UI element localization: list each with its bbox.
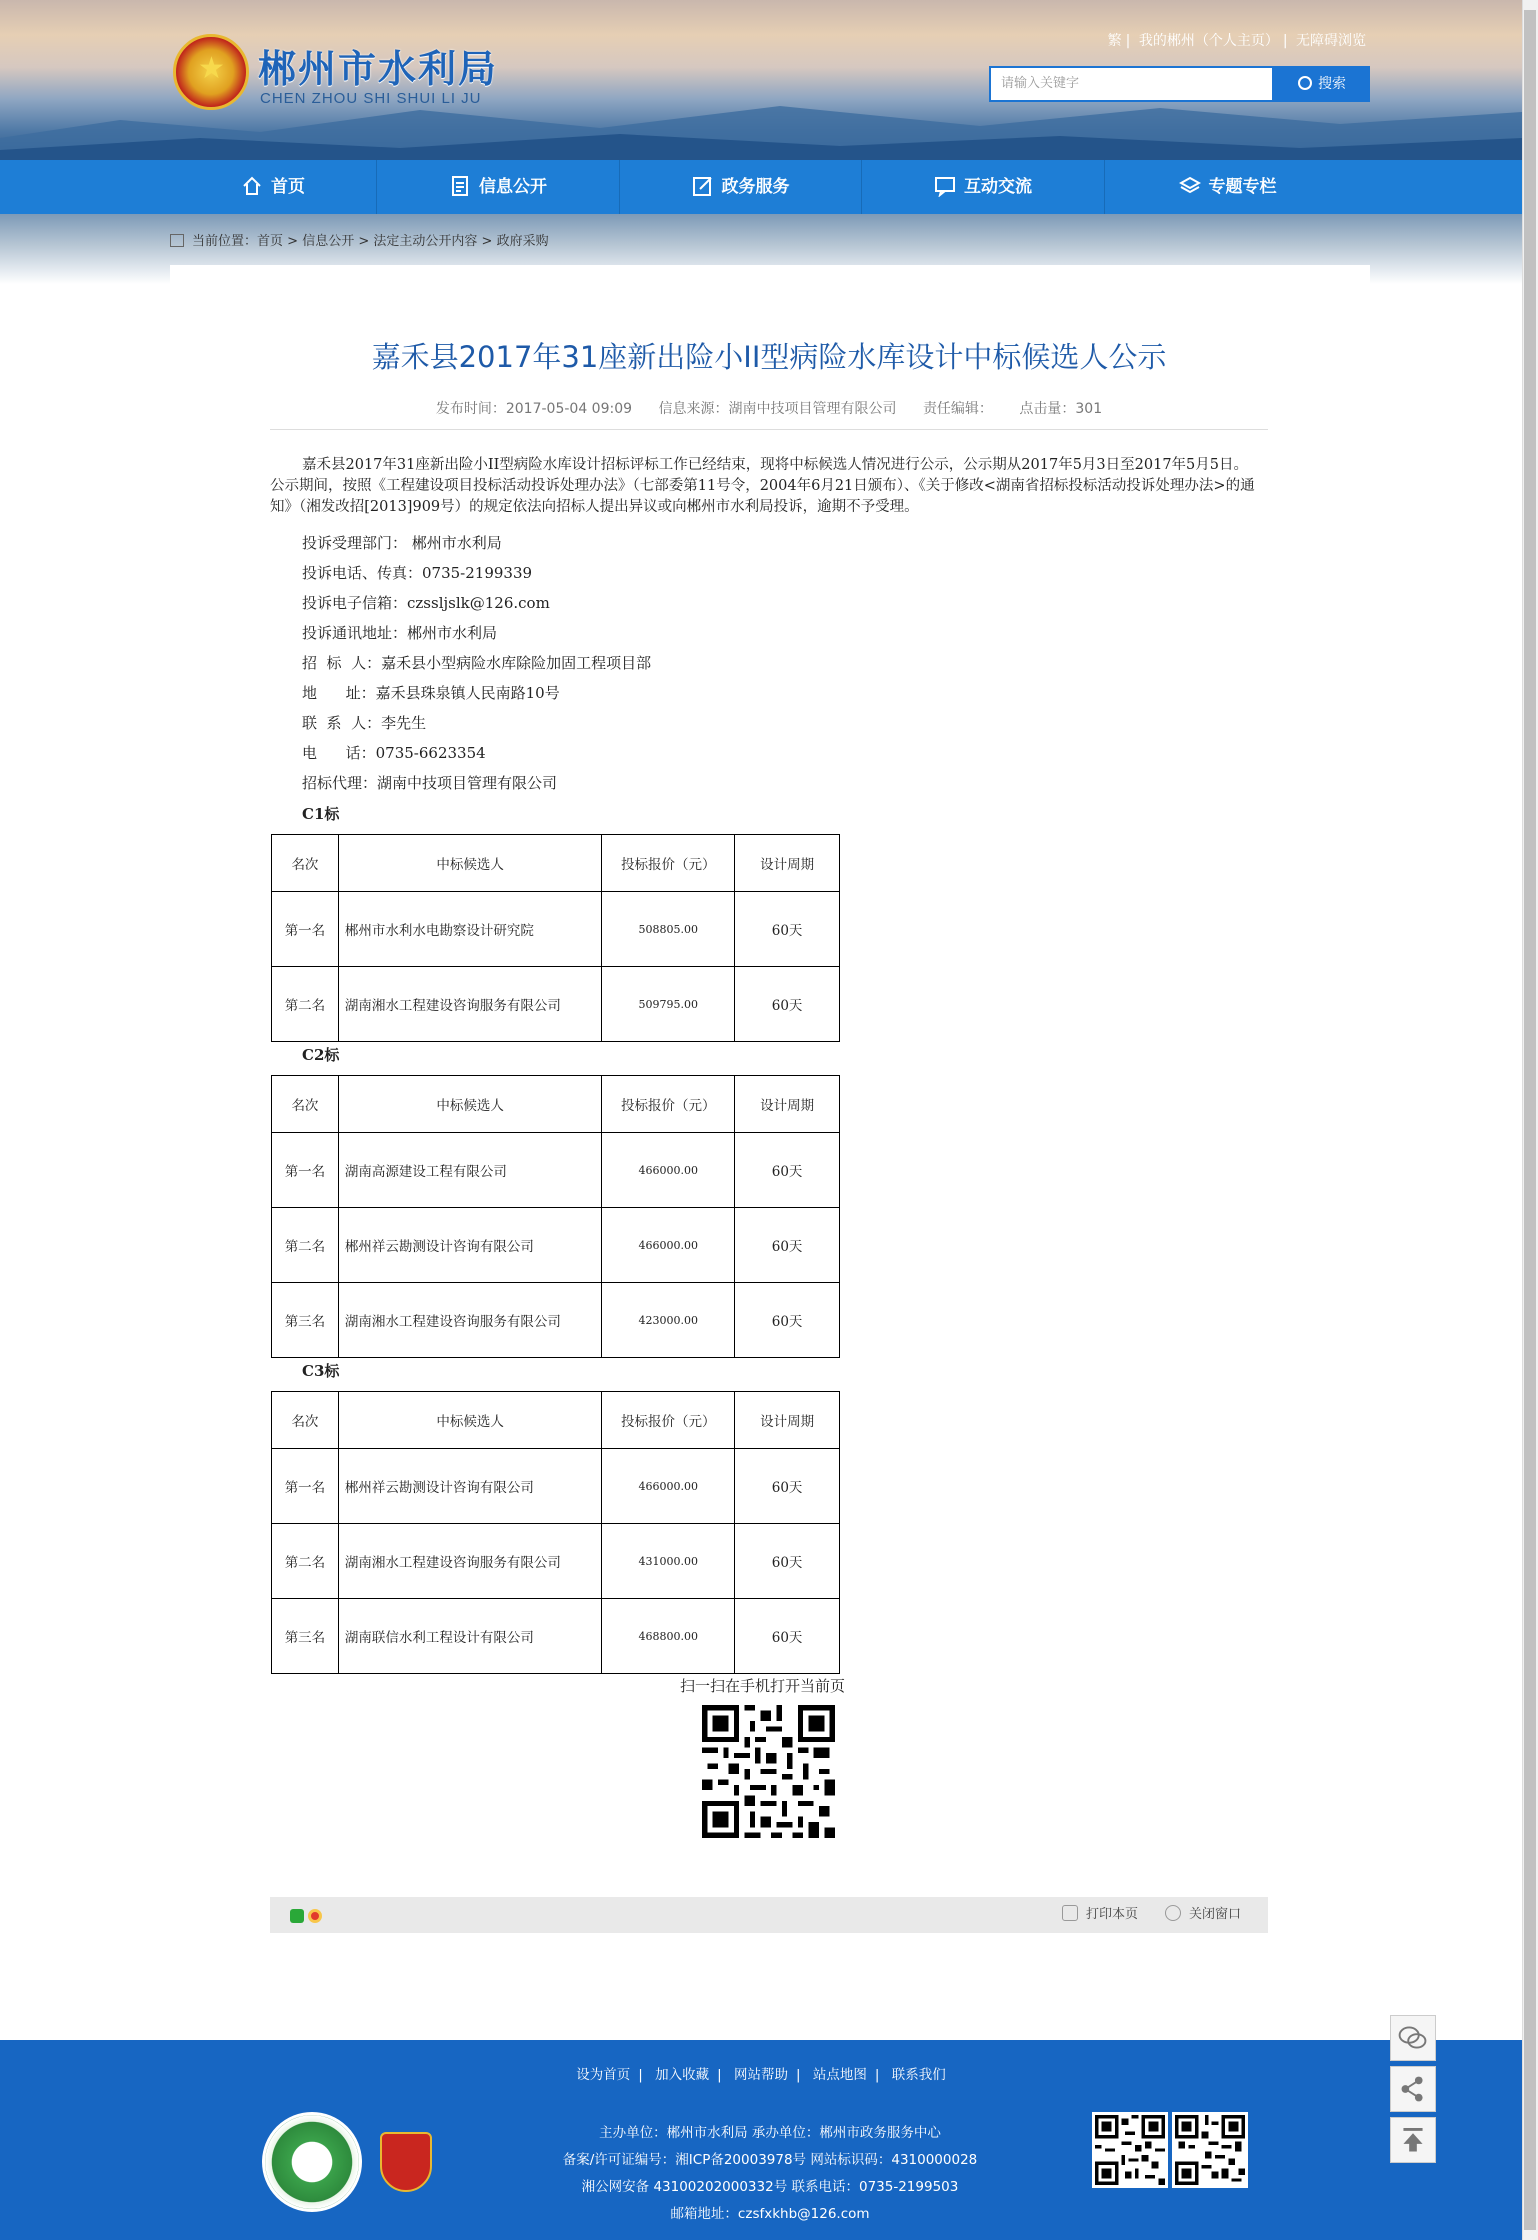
table-row	[272, 1599, 840, 1674]
rank-cell: 第二名	[272, 967, 339, 1042]
price-cell: 423000.00	[602, 1283, 735, 1358]
site-title[interactable]: 郴州市水利局	[258, 47, 499, 91]
nav-label: 首页	[271, 177, 305, 197]
table-row	[272, 967, 840, 1042]
section-label: C3标	[302, 1362, 340, 1380]
candidate-cell: 郴州祥云勘测设计咨询有限公司	[338, 1449, 601, 1524]
header-cell: 名次	[272, 1392, 339, 1449]
footer-link-favorite[interactable]: 加入收藏	[655, 2067, 710, 2083]
price-cell: 509795.00	[602, 967, 735, 1042]
info-line: 联 系 人：李先生	[302, 714, 427, 732]
period-cell: 60天	[735, 892, 840, 967]
rank-cell: 第一名	[272, 1133, 339, 1208]
table-header-row	[272, 1392, 840, 1449]
home-icon	[170, 234, 184, 247]
scrollbar-thumb[interactable]	[1524, 10, 1536, 2230]
footer-links: 设为首页 | 加入收藏 | 网站帮助 | 站点地图 | 联系我们	[576, 2067, 946, 2083]
table-row	[272, 1283, 840, 1358]
price-cell: 508805.00	[602, 892, 735, 967]
chat-icon	[934, 175, 956, 197]
divider	[270, 429, 1268, 430]
header-cell: 中标候选人	[338, 1392, 601, 1449]
article-paragraph: 嘉禾县2017年31座新出险小II型病险水库设计招标评标工作已经结束，现将中标候选人情况进行公示，公示期从2017年5月3日至2017年5月5日。公示期间，按照《工程建设项目投标活动投诉处理办法》（七部委第11号令，2004年6月21日颁布）、《关于修改<湖南省招标投标活动投诉处理办法>的通知》（湘发改招[2013]909号）的规定依法向招标人提出异议或向郴州市水利局投诉，逾期不予受理。	[270, 457, 1255, 515]
printer-icon	[1062, 1905, 1078, 1921]
table-header-row	[272, 835, 840, 892]
header-cell: 设计周期	[735, 1076, 840, 1133]
price-cell: 431000.00	[602, 1524, 735, 1599]
civilization-badge-icon[interactable]	[262, 2112, 362, 2212]
traditional-chinese-link[interactable]: 繁	[1107, 33, 1122, 49]
nav-label: 政务服务	[721, 177, 790, 197]
bid-table	[271, 1391, 840, 1674]
wechat-icon	[1391, 2016, 1435, 2060]
wechat-share-icon[interactable]	[290, 1909, 304, 1923]
period-cell: 60天	[735, 1449, 840, 1524]
price-cell: 466000.00	[602, 1133, 735, 1208]
breadcrumb: 当前位置：首页 > 信息公开 > 法定主动公开内容 > 政府采购	[170, 230, 549, 249]
national-emblem-icon: ★	[173, 34, 249, 110]
view-count: 点击量：301	[1019, 401, 1103, 417]
candidate-cell: 湖南联信水利工程设计有限公司	[338, 1599, 601, 1674]
back-to-top-button[interactable]	[1390, 2117, 1436, 2163]
table-row	[272, 892, 840, 967]
header-banner	[0, 0, 1522, 160]
close-icon	[1165, 1905, 1181, 1921]
footer-sponsor: 主办单位：郴州市水利局 承办单位：郴州市政务服务中心	[599, 2125, 941, 2141]
header-cell: 投标报价（元）	[602, 835, 735, 892]
info-line: 招 标 人：嘉禾县小型病险水库除险加固工程项目部	[302, 654, 652, 672]
breadcrumb-prefix: 当前位置：	[192, 234, 258, 249]
info-line: 地 址：嘉禾县珠泉镇人民南路10号	[302, 684, 560, 702]
nav-item-services[interactable]	[620, 160, 861, 214]
section-label: C2标	[302, 1046, 340, 1064]
nav-item-interaction[interactable]	[862, 160, 1104, 214]
search-button-label: 搜索	[1318, 76, 1346, 92]
rank-cell: 第三名	[272, 1599, 339, 1674]
header-cell: 设计周期	[735, 1392, 840, 1449]
share-float-button[interactable]	[1390, 2066, 1436, 2112]
table-row	[272, 1524, 840, 1599]
info-line: 投诉电话、传真：0735-2199339	[302, 564, 533, 582]
search-input[interactable]: 请输入关键字	[989, 66, 1274, 102]
nav-label: 信息公开	[479, 177, 547, 197]
site-subtitle: CHEN ZHOU SHI SHUI LI JU	[260, 90, 482, 107]
footer-qr-code	[1092, 2112, 1168, 2188]
party-org-badge-icon[interactable]	[380, 2132, 432, 2192]
scan-qr-label: 扫一扫在手机打开当前页	[680, 1677, 846, 1695]
table-header-row	[272, 1076, 840, 1133]
breadcrumb-item[interactable]: 法定主动公开内容	[373, 234, 478, 249]
search-button[interactable]	[1274, 66, 1370, 102]
header-cell: 设计周期	[735, 835, 840, 892]
wechat-float-button[interactable]	[1390, 2015, 1436, 2061]
candidate-cell: 湖南高源建设工程有限公司	[338, 1133, 601, 1208]
bid-table	[271, 834, 840, 1042]
weibo-share-icon[interactable]	[308, 1909, 322, 1923]
share-bar	[270, 1897, 1268, 1933]
table-row	[272, 1449, 840, 1524]
article-title: 嘉禾县2017年31座新出险小II型病险水库设计中标候选人公示	[371, 340, 1167, 374]
info-line: 投诉通讯地址：郴州市水利局	[302, 624, 498, 642]
page-qr-code	[702, 1705, 835, 1838]
header-cell: 名次	[272, 835, 339, 892]
share-icon	[1391, 2067, 1435, 2111]
table-row	[272, 1208, 840, 1283]
article-meta	[270, 398, 1268, 418]
footer-link-homepage[interactable]: 设为首页	[576, 2067, 631, 2083]
nav-label: 专题专栏	[1208, 177, 1277, 197]
info-line: 投诉受理部门： 郴州市水利局	[302, 534, 502, 552]
search-icon	[1298, 76, 1312, 90]
footer-email: 邮箱地址：czsfxkhb@126.com	[670, 2206, 870, 2222]
candidate-cell: 郴州祥云勘测设计咨询有限公司	[338, 1208, 601, 1283]
info-line: 电 话：0735-6623354	[302, 744, 486, 762]
print-label: 打印本页	[1086, 1907, 1139, 1922]
rank-cell: 第一名	[272, 892, 339, 967]
footer-link-contact[interactable]: 联系我们	[891, 2067, 946, 2083]
mountain-graphic	[0, 98, 1522, 160]
candidate-cell: 郴州市水利水电勘察设计研究院	[338, 892, 601, 967]
document-icon	[449, 175, 471, 197]
info-line: 招标代理：湖南中技项目管理有限公司	[302, 774, 558, 792]
editor: 责任编辑：	[922, 401, 993, 417]
breadcrumb-item[interactable]: 信息公开	[302, 234, 355, 249]
home-icon	[241, 175, 263, 197]
breadcrumb-item[interactable]: 政府采购	[496, 234, 549, 249]
publish-time: 发布时间：2017-05-04 09:09	[435, 401, 633, 417]
bid-table	[271, 1075, 840, 1358]
main-nav	[0, 160, 1522, 214]
nav-label: 互动交流	[964, 177, 1032, 197]
period-cell: 60天	[735, 1524, 840, 1599]
period-cell: 60天	[735, 967, 840, 1042]
footer-link-help[interactable]: 网站帮助	[734, 2067, 788, 2083]
period-cell: 60天	[735, 1133, 840, 1208]
price-cell: 468800.00	[602, 1599, 735, 1674]
info-source: 信息来源：湖南中技项目管理有限公司	[658, 401, 897, 417]
header-cell: 中标候选人	[338, 835, 601, 892]
candidate-cell: 湖南湘水工程建设咨询服务有限公司	[338, 1283, 601, 1358]
footer-police: 湘公网安备 43100202000332号 联系电话：0735-2199503	[581, 2179, 959, 2195]
section-label: C1标	[302, 805, 340, 823]
rank-cell: 第二名	[272, 1208, 339, 1283]
candidate-cell: 湖南湘水工程建设咨询服务有限公司	[338, 1524, 601, 1599]
print-button[interactable]	[1062, 1897, 1138, 1933]
my-chenzhou-link[interactable]: 我的郴州（个人主页）	[1138, 33, 1279, 49]
period-cell: 60天	[735, 1208, 840, 1283]
header-cell: 中标候选人	[338, 1076, 601, 1133]
price-cell: 466000.00	[602, 1208, 735, 1283]
close-window-button[interactable]	[1165, 1897, 1241, 1933]
close-label: 关闭窗口	[1189, 1907, 1242, 1922]
edit-icon	[692, 175, 714, 197]
footer-link-sitemap[interactable]: 站点地图	[812, 2067, 867, 2083]
accessibility-link[interactable]: 无障碍浏览	[1296, 33, 1366, 49]
footer-icp: 备案/许可证编号：湘ICP备20003978号 网站标识码：4310000028	[562, 2152, 978, 2168]
header-cell: 投标报价（元）	[602, 1076, 735, 1133]
back-to-top-icon	[1391, 2118, 1435, 2162]
header-cell: 名次	[272, 1076, 339, 1133]
rank-cell: 第二名	[272, 1524, 339, 1599]
rank-cell: 第一名	[272, 1449, 339, 1524]
nav-item-home[interactable]	[170, 160, 376, 214]
header-cell: 投标报价（元）	[602, 1392, 735, 1449]
rank-cell: 第三名	[272, 1283, 339, 1358]
price-cell: 466000.00	[602, 1449, 735, 1524]
info-line: 投诉电子信箱：czssljslk@126.com	[302, 594, 550, 612]
search-box	[989, 66, 1370, 102]
table-row	[272, 1133, 840, 1208]
breadcrumb-item[interactable]: 首页	[257, 234, 284, 249]
period-cell: 60天	[735, 1283, 840, 1358]
candidate-cell: 湖南湘水工程建设咨询服务有限公司	[338, 967, 601, 1042]
footer-qr-code	[1172, 2112, 1248, 2188]
nav-item-info[interactable]	[377, 160, 619, 214]
layers-icon	[1179, 175, 1201, 197]
nav-item-topics[interactable]	[1105, 160, 1350, 214]
top-links: 繁 | 我的郴州（个人主页） | 无障碍浏览	[1107, 33, 1366, 49]
period-cell: 60天	[735, 1599, 840, 1674]
